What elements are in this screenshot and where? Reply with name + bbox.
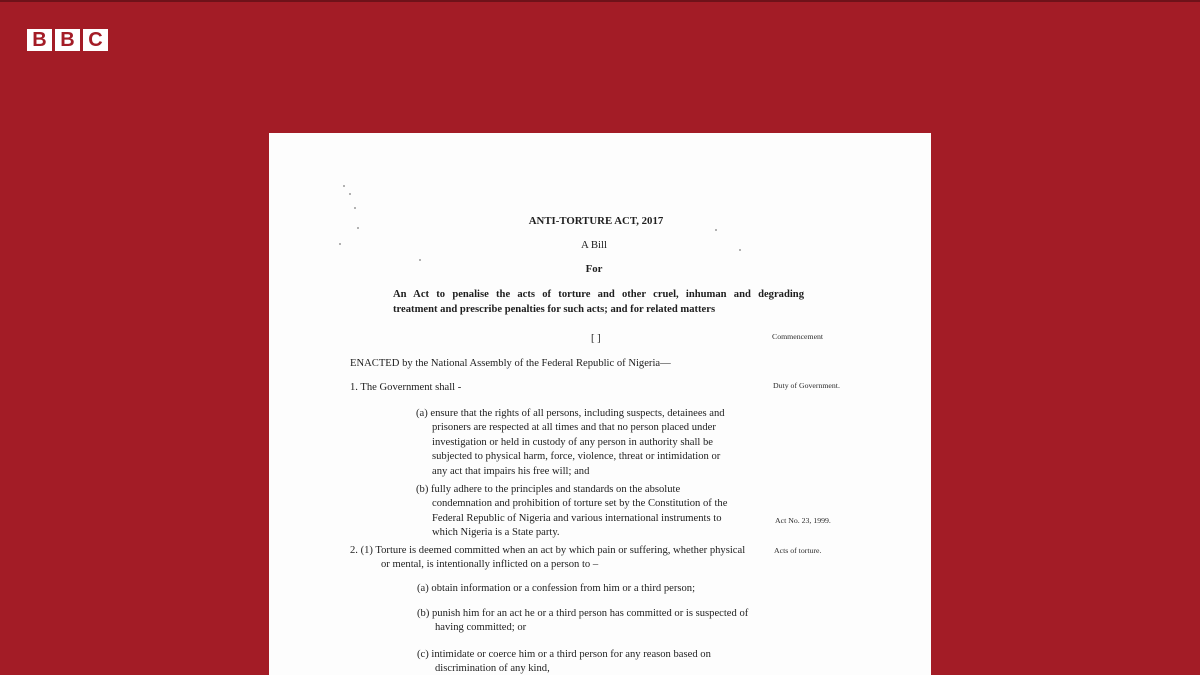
scan-speck <box>419 259 421 261</box>
section-2-item-a: (a) obtain information or a confession from him or a third person; <box>417 583 696 594</box>
long-title-line-2: treatment and prescribe penalties for such acts; and for related matters <box>393 304 716 315</box>
document-page <box>269 133 931 675</box>
section-2-line-2: or mental, is intentionally inflicted on a person to – <box>381 559 599 570</box>
scan-speck <box>354 207 356 209</box>
commencement-bracket: [ ] <box>591 333 601 344</box>
enacted-clause: ENACTED by the National Assembly of the Federal Republic of Nigeria— <box>350 358 671 369</box>
document-title: ANTI-TORTURE ACT, 2017 <box>528 215 664 227</box>
scan-speck <box>357 227 359 229</box>
para-line: which Nigeria is a State party. <box>432 527 560 539</box>
para-line: (a) ensure that the rights of all persons, including suspects, detainees and <box>416 408 725 419</box>
para-line: condemnation and prohibition of torture set by the Constitution of the <box>432 498 728 510</box>
section-2-item-b-line-2: having committed; or <box>435 622 527 633</box>
para-line: any act that impairs his free will; and <box>432 465 590 477</box>
logo-letter-2: B <box>55 29 80 51</box>
document-subtitle: A Bill <box>580 239 608 251</box>
commencement-note: Commencement <box>772 332 824 341</box>
para-line: investigation or held in custody of any person in authority shall be <box>432 436 713 448</box>
section-1-note: Duty of Government. <box>773 381 840 390</box>
para-line: (b) fully adhere to the principles and standards on the absolute <box>416 484 681 495</box>
logo-letter-3: C <box>83 29 108 51</box>
top-border <box>0 0 1200 2</box>
para-line: Federal Republic of Nigeria and various international instruments to <box>432 512 722 524</box>
for-label: For <box>585 263 603 275</box>
section-2-line-1: 2. (1) Torture is deemed committed when an act by which pain or suffering, whether physical <box>350 545 746 556</box>
section-2-item-b-line-1: (b) punish him for an act he or a third person has committed or is suspected of <box>417 608 749 619</box>
logo-letter-1: B <box>27 29 52 51</box>
bbc-logo <box>27 29 108 51</box>
section-1-paragraph-b <box>416 483 746 541</box>
scan-speck <box>343 185 345 187</box>
scan-speck <box>349 193 351 195</box>
para-line: prisoners are respected at all times and that no person placed under <box>432 422 716 434</box>
act-reference-note: Act No. 23, 1999. <box>775 516 831 525</box>
section-2-item-c-line-2: discrimination of any kind, <box>435 663 550 674</box>
section-1-paragraph-a <box>416 407 746 479</box>
scan-speck <box>715 229 717 231</box>
long-title-line-1: An Act to penalise the acts of torture and other cruel, inhuman and degrading <box>393 289 804 300</box>
section-2-note: Acts of torture. <box>774 546 822 555</box>
para-line: subjected to physical harm, force, violence, threat or intimidation or <box>432 451 721 463</box>
section-2-item-c-line-1: (c) intimidate or coerce him or a third person for any reason based on <box>417 649 711 660</box>
section-1-heading: 1. The Government shall - <box>350 382 462 393</box>
